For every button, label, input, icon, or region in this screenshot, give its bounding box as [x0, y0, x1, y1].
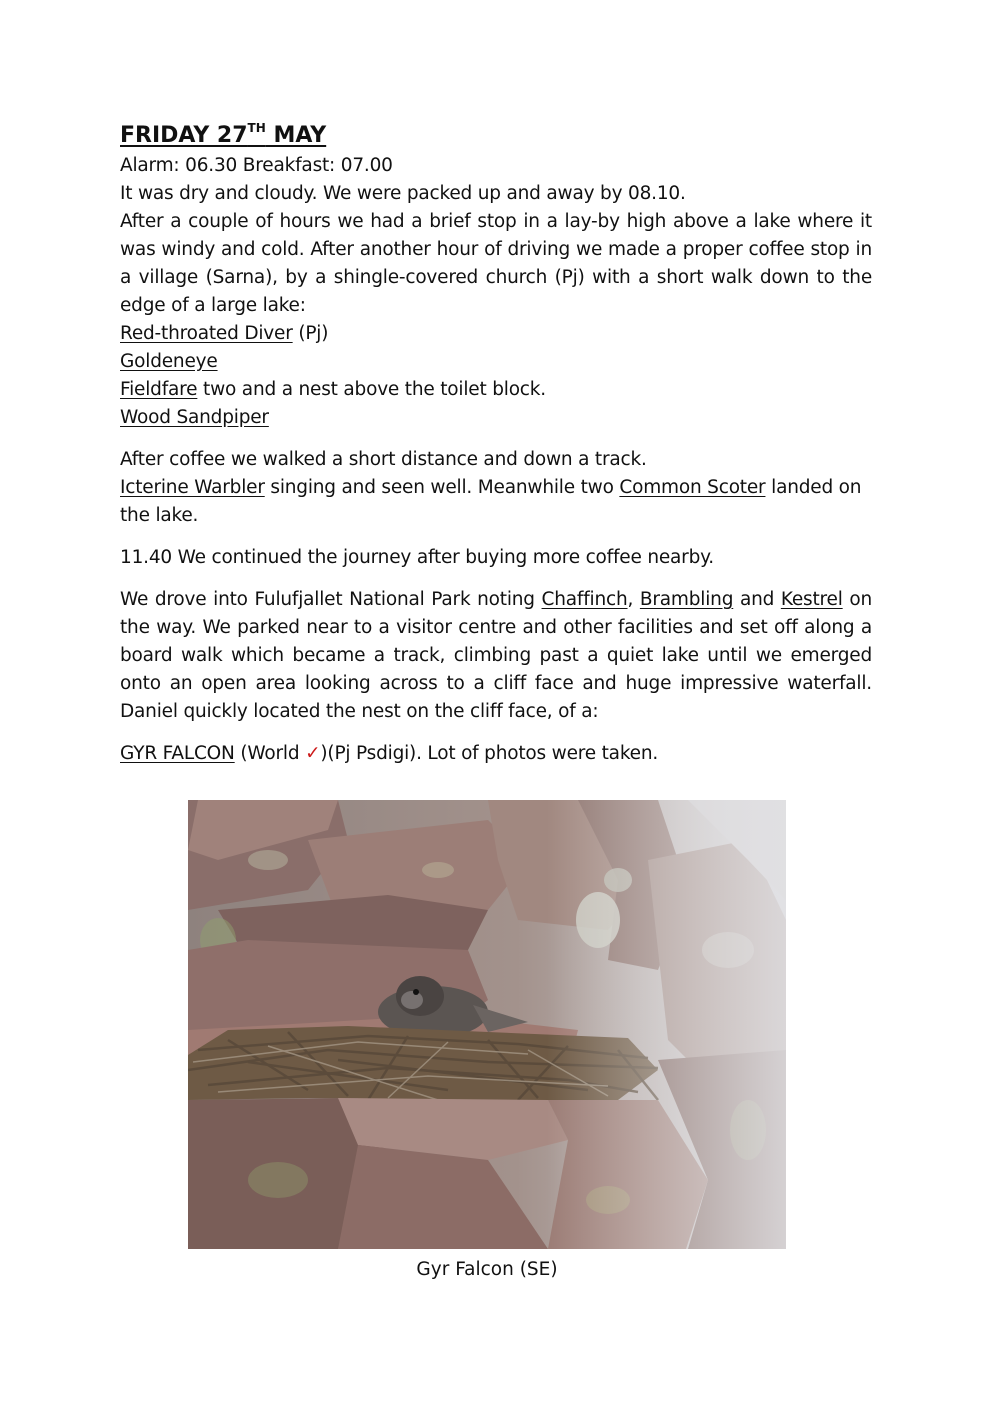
- photo-caption: Gyr Falcon (SE): [416, 1259, 558, 1280]
- paragraph-coffee-stop: After a couple of hours we had a brief stop in a lay-by high above a lake where it was windy and cold. After another hour of driving we made a proper coffee stop in a village (Sarna), by a shingle-covered church (Pj) with a short walk down to the edge of a large lake:: [120, 211, 872, 316]
- day-heading: FRIDAY 27TH MAY: [120, 121, 327, 148]
- alarm-line: Alarm: 06.30 Breakfast: 07.00: [120, 155, 393, 176]
- check-icon: ✓: [305, 743, 321, 764]
- list-item: Wood Sandpiper: [120, 407, 269, 428]
- paragraph-warbler: Icterine Warbler singing and seen well. Meanwhile two Common Scoter landed on the lake.: [120, 477, 862, 526]
- paragraph-after-coffee: After coffee we walked a short distance and down a track.: [120, 449, 647, 470]
- list-item: Fieldfare two and a nest above the toilet block.: [120, 379, 546, 400]
- photo-illustration: [188, 800, 786, 1249]
- species-list: [120, 320, 872, 432]
- body-text: [120, 120, 872, 768]
- paragraph-national-park: We drove into Fulufjallet National Park noting Chaffinch, Brambling and Kestrel on the way. We parked near to a visitor centre and other facilities and set off along a board walk which became a track, climbing past a quiet lake until we emerged onto an open area looking across to a cliff face and huge impressive waterfall. Daniel quickly located the nest on the cliff face, of a:: [120, 589, 872, 722]
- weather-line: It was dry and cloudy. We were packed up and away by 08.10.: [120, 183, 686, 204]
- list-item: Goldeneye: [120, 351, 218, 372]
- gyr-falcon-photo: [188, 800, 786, 1249]
- list-item: Red-throated Diver (Pj): [120, 323, 329, 344]
- paragraph-journey: 11.40 We continued the journey after buying more coffee nearby.: [120, 547, 714, 568]
- paragraph-gyr-falcon: GYR FALCON (World ✓)(Pj Psdigi). Lot of photos were taken.: [120, 743, 659, 764]
